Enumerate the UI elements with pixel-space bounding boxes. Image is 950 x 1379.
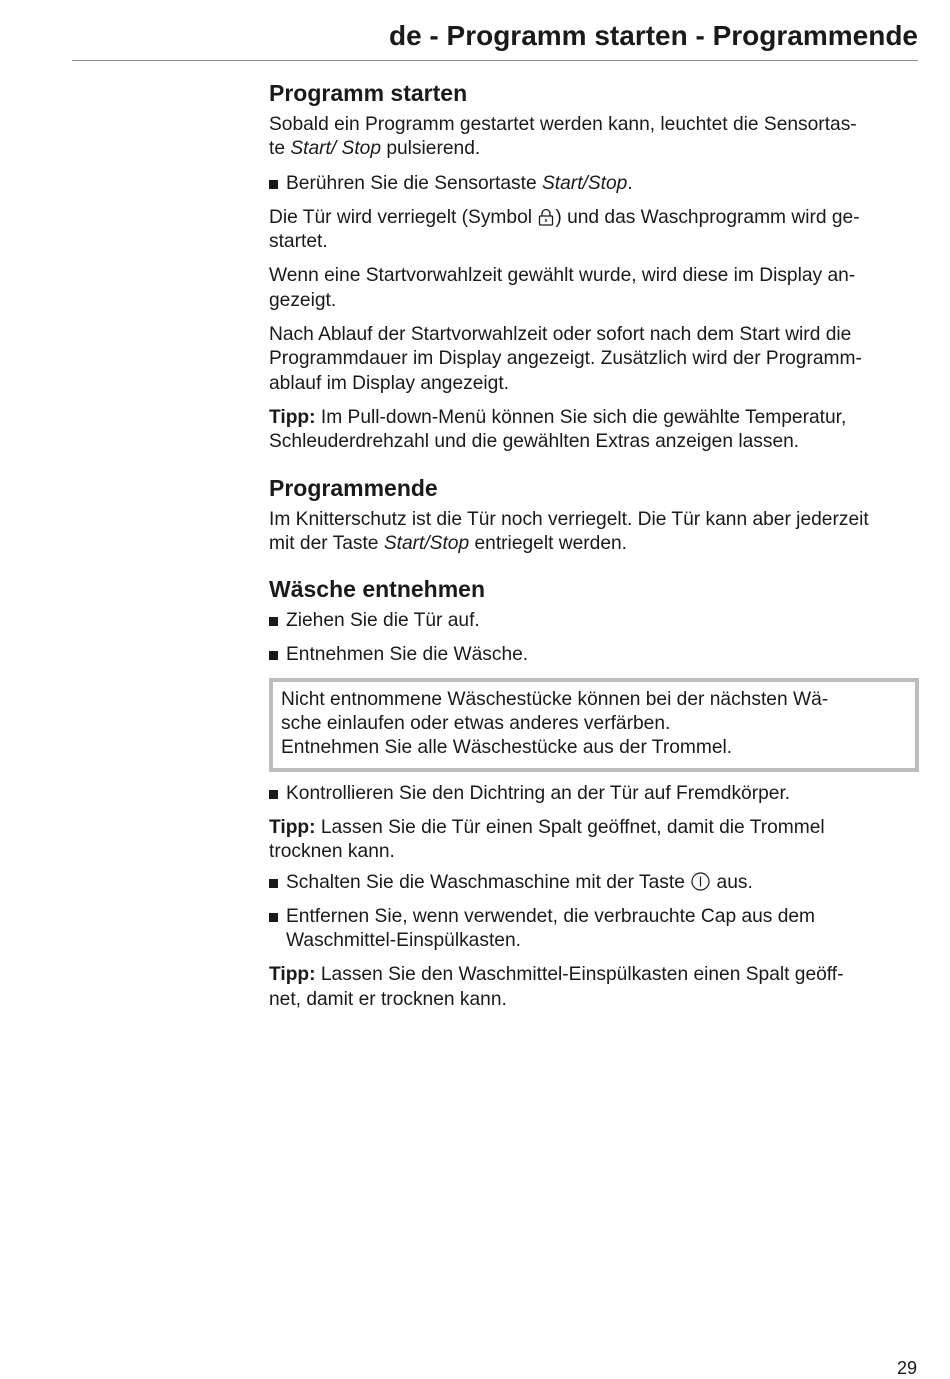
power-icon bbox=[691, 872, 710, 891]
paragraph-program-duration: Nach Ablauf der Startvorwahlzeit oder sofort nach dem Start wird die Programmdauer im Display angezeigt. Zusätzlich wird der Programm- ablauf im Display angezeigt. bbox=[269, 324, 862, 394]
warning-box: Nicht entnommene Wäschestücke können bei der nächsten Wä- sche einlaufen oder etwas anderes verfärben. Entnehmen Sie alle Wäschestücke aus der Trommel. bbox=[269, 678, 919, 772]
page-header bbox=[72, 18, 918, 61]
paragraph-door-locked: Die Tür wird verriegelt (Symbol ) und das Waschprogramm wird ge- startet. bbox=[269, 206, 860, 253]
bullet-remove-cap: Entfernen Sie, wenn verwendet, die verbrauchte Cap aus dem Waschmittel-Einspülkasten. bbox=[269, 905, 919, 954]
tip-label: Tipp: bbox=[269, 964, 316, 986]
lock-icon bbox=[538, 208, 554, 226]
tip-label: Tipp: bbox=[269, 816, 316, 838]
paragraph-start-delay: Wenn eine Startvorwahlzeit gewählt wurde, wird diese im Display an- gezeigt. bbox=[269, 265, 856, 311]
bullet-square-icon bbox=[269, 790, 278, 799]
page-number: 29 bbox=[896, 1358, 917, 1378]
tip-label: Tipp: bbox=[269, 406, 316, 428]
heading-programmende: Programmende bbox=[269, 474, 438, 501]
heading-waesche-entnehmen: Wäsche entnehmen bbox=[269, 576, 485, 603]
bullet-remove-laundry: Entnehmen Sie die Wäsche. bbox=[269, 643, 919, 667]
bullet-square-icon bbox=[269, 617, 278, 626]
heading-programm-starten: Programm starten bbox=[269, 80, 468, 106]
bullet-check-seal: Kontrollieren Sie den Dichtring an der Tür auf Fremdkörper. bbox=[269, 782, 919, 806]
paragraph-start-ready: Sobald ein Programm gestartet werden kann, leuchtet die Sensortas- te Start/ Stop pulsierend. bbox=[269, 114, 857, 160]
paragraph-crease-guard: Im Knitterschutz ist die Tür noch verriegelt. Die Tür kann aber jederzeit mit der Taste Start/Stop entriegelt werden. bbox=[269, 508, 869, 554]
page-title: de - Programm starten - Programmende bbox=[388, 20, 918, 51]
tip-pull-down-menu: Tipp: Im Pull-down-Menü können Sie sich die gewählte Temperatur, Schleuderdrehzahl und die gewählten Extras anzeigen lassen. bbox=[269, 406, 847, 453]
bullet-open-door: Ziehen Sie die Tür auf. bbox=[269, 609, 919, 633]
bullet-square-icon bbox=[269, 913, 278, 922]
page-content bbox=[269, 78, 919, 1022]
bullet-square-icon bbox=[269, 180, 278, 189]
bullet-switch-off: Schalten Sie die Waschmaschine mit der Taste aus. bbox=[269, 871, 919, 895]
tip-leave-door-open: Tipp: Lassen Sie die Tür einen Spalt geöffnet, damit die Trommel trocknen kann. bbox=[269, 816, 825, 863]
tip-leave-drawer-open: Tipp: Lassen Sie den Waschmittel-Einspülkasten einen Spalt geöff- net, damit er trocknen kann. bbox=[269, 964, 844, 1010]
bullet-square-icon bbox=[269, 879, 278, 888]
bullet-square-icon bbox=[269, 651, 278, 660]
bullet-touch-start-stop: Berühren Sie die Sensortaste Start/Stop. bbox=[269, 172, 919, 196]
